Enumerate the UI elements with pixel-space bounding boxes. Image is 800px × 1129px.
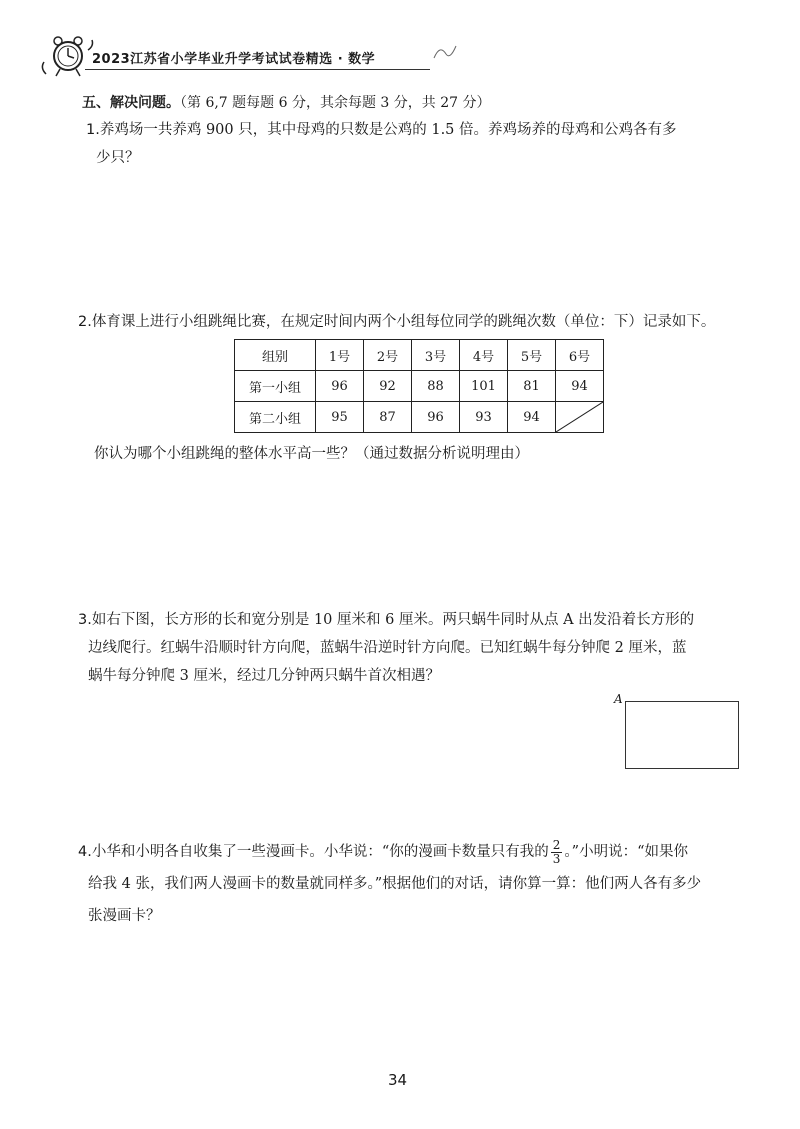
q4-line-1a: 小华和小明各自收集了一些漫画卡。小华说：“你的漫画卡数量只有我的 xyxy=(91,844,549,860)
table-cell: 87 xyxy=(364,402,412,433)
q4-line-2: 给我 4 张，我们两人漫画卡的数量就同样多。”根据他们的对话，请你算一算：他们两人各有多少 xyxy=(88,876,702,892)
header-rule xyxy=(85,69,430,70)
score-table xyxy=(234,339,604,433)
table-header-cell: 4号 xyxy=(460,340,508,371)
q1-line-1: 养鸡场一共养鸡 900 只，其中母鸡的只数是公鸡的 1.5 倍。养鸡场养的母鸡和公鸡各有多 xyxy=(99,122,677,138)
diagonal-slash xyxy=(556,402,603,432)
alarm-clock-icon xyxy=(38,32,96,78)
question-1 xyxy=(86,116,766,172)
table-cell: 96 xyxy=(412,402,460,433)
header-title: 2023江苏省小学毕业升学考试试卷精选 · 数学 xyxy=(92,52,376,67)
table-header-cell: 1号 xyxy=(316,340,364,371)
point-a-label: A xyxy=(614,692,623,706)
table-row xyxy=(235,402,604,433)
q4-number: 4. xyxy=(78,844,92,860)
table-cell: 93 xyxy=(460,402,508,433)
table-header-cell: 5号 xyxy=(508,340,556,371)
section-heading xyxy=(82,92,491,112)
section-title: 五、解决问题。 xyxy=(82,95,180,111)
rectangle-figure xyxy=(625,701,739,769)
q3-line-2: 边线爬行。红蜗牛沿顺时针方向爬，蓝蜗牛沿逆时针方向爬。已知红蜗牛每分钟爬 2 厘米，蓝 xyxy=(88,640,687,656)
q4-line-1b: 。”小明说：“如果你 xyxy=(564,844,688,860)
fraction-denominator: 3 xyxy=(552,851,561,866)
table-header-cell: 组别 xyxy=(235,340,316,371)
q3-number: 3. xyxy=(78,612,92,628)
table-row xyxy=(235,371,604,402)
table-cell: 94 xyxy=(556,371,604,402)
q1-number: 1. xyxy=(86,122,100,138)
table-cell-slashed xyxy=(556,402,604,433)
page-number: 34 xyxy=(388,1071,408,1089)
question-4 xyxy=(78,836,778,932)
table-cell: 101 xyxy=(460,371,508,402)
q1-line-2: 少只？ xyxy=(96,150,140,166)
table-cell: 第二小组 xyxy=(235,402,316,433)
table-cell: 96 xyxy=(316,371,364,402)
fraction-numerator: 2 xyxy=(552,837,561,852)
q3-line-1: 如右下图，长方形的长和宽分别是 10 厘米和 6 厘米。两只蜗牛同时从点 A 出发沿着长方形的 xyxy=(91,612,695,628)
q3-line-3: 蜗牛每分钟爬 3 厘米，经过几分钟两只蜗牛首次相遇？ xyxy=(88,668,440,684)
table-cell: 92 xyxy=(364,371,412,402)
table-header-row xyxy=(235,340,604,371)
question-2 xyxy=(78,308,778,336)
table-cell: 第一小组 xyxy=(235,371,316,402)
q4-line-3: 张漫画卡？ xyxy=(88,908,161,924)
question-3 xyxy=(78,606,778,690)
table-cell: 88 xyxy=(412,371,460,402)
table-header-cell: 2号 xyxy=(364,340,412,371)
table-header-cell: 6号 xyxy=(556,340,604,371)
q2-text: 体育课上进行小组跳绳比赛，在规定时间内两个小组每位同学的跳绳次数（单位：下）记录如下。 xyxy=(91,314,716,330)
q2-number: 2. xyxy=(78,314,92,330)
table-cell: 94 xyxy=(508,402,556,433)
decorative-squiggle-icon xyxy=(432,40,462,62)
table-cell: 81 xyxy=(508,371,556,402)
section-note: （第 6,7 题每题 6 分，其余每题 3 分，共 27 分） xyxy=(180,95,491,111)
q2-question: 你认为哪个小组跳绳的整体水平高一些？（通过数据分析说明理由） xyxy=(94,446,529,462)
table-header-cell: 3号 xyxy=(412,340,460,371)
table-cell: 95 xyxy=(316,402,364,433)
fraction-two-thirds xyxy=(551,839,563,866)
